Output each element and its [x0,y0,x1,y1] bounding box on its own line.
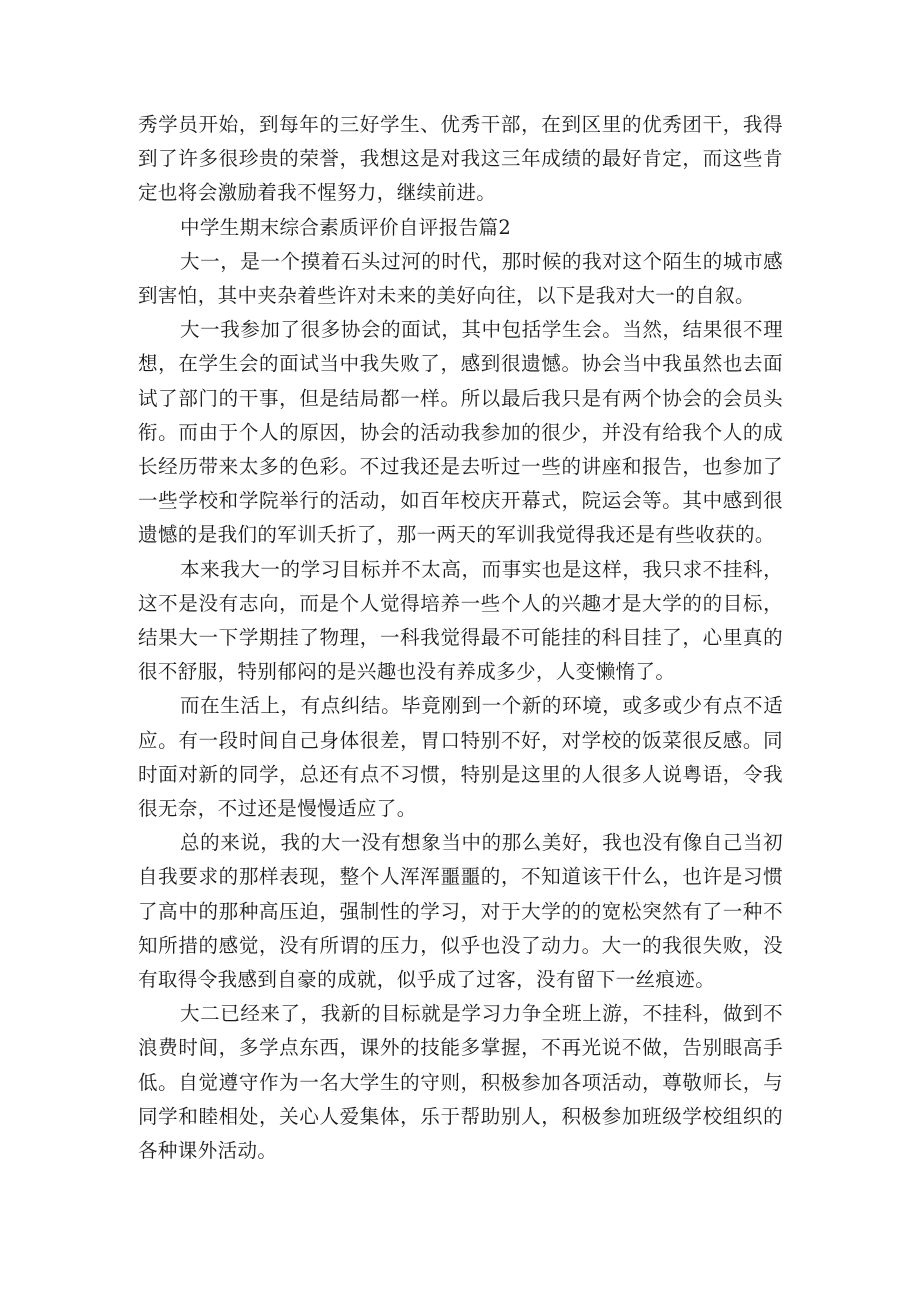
section-heading: 中学生期末综合素质评价自评报告篇2 [180,215,512,239]
document-body [138,108,783,1168]
paragraph: 大二已经来了，我新的目标就是学习力争全班上游，不挂科，做到不浪费时间，多学点东西，课外的技能多掌握，不再光说不做，告别眼高手低。自觉遵守作为一名大学生的守则，积极参加各项活动，尊敬师长，与同学和睦相处，关心人爱集体，乐于帮助别人，积极参加班级学校组织的各种课外活动。 [138,1002,783,1163]
paragraph: 大一我参加了很多协会的面试，其中包括学生会。当然，结果很不理想，在学生会的面试当中我失败了，感到很遗憾。协会当中我虽然也去面试了部门的干事，但是结局都一样。所以最后我只是有两个协会的会员头衔。而由于个人的原因，协会的活动我参加的很少，并没有给我个人的成长经历带来太多的色彩。不过我还是去听过一些的讲座和报告，也参加了一些学校和学院举行的活动，如百年校庆开幕式，院运会等。其中感到很遗憾的是我们的军训夭折了，那一两天的军训我觉得我还是有些收获的。 [138,318,783,547]
paragraph: 总的来说，我的大一没有想象当中的那么美好，我也没有像自己当初自我要求的那样表现，整个人浑浑噩噩的，不知道该干什么，也许是习惯了高中的那种高压迫，强制性的学习，对于大学的的宽松突然有了一种不知所措的感觉，没有所谓的压力，似乎也没了动力。大一的我很失败，没有取得令我感到自豪的成就，似乎成了过客，没有留下一丝痕迹。 [138,831,783,992]
paragraph: 本来我大一的学习目标并不太高，而事实也是这样，我只求不挂科，这不是没有志向，而是个人觉得培养一些个人的兴趣才是大学的的目标，结果大一下学期挂了物理，一科我觉得最不可能挂的科目挂了，心里真的很不舒服，特别郁闷的是兴趣也没有养成多少，人变懒惰了。 [138,557,783,684]
paragraph-continuation: 秀学员开始，到每年的三好学生、优秀干部，在到区里的优秀团干，我得到了许多很珍贵的荣誉，我想这是对我这三年成绩的最好肯定，而这些肯定也将会激励着我不惺努力，继续前进。 [138,113,783,205]
paragraph: 而在生活上，有点纠结。毕竟刚到一个新的环境，或多或少有点不适应。有一段时间自己身体很差，胃口特别不好，对学校的饭菜很反感。同时面对新的同学，总还有点不习惯，特别是这里的人很多人说粤语，令我很无奈，不过还是慢慢适应了。 [138,694,783,821]
paragraph: 大一，是一个摸着石头过河的时代，那时候的我对这个陌生的城市感到害怕，其中夹杂着些许对未来的美好向往，以下是我对大一的自叙。 [138,249,783,308]
